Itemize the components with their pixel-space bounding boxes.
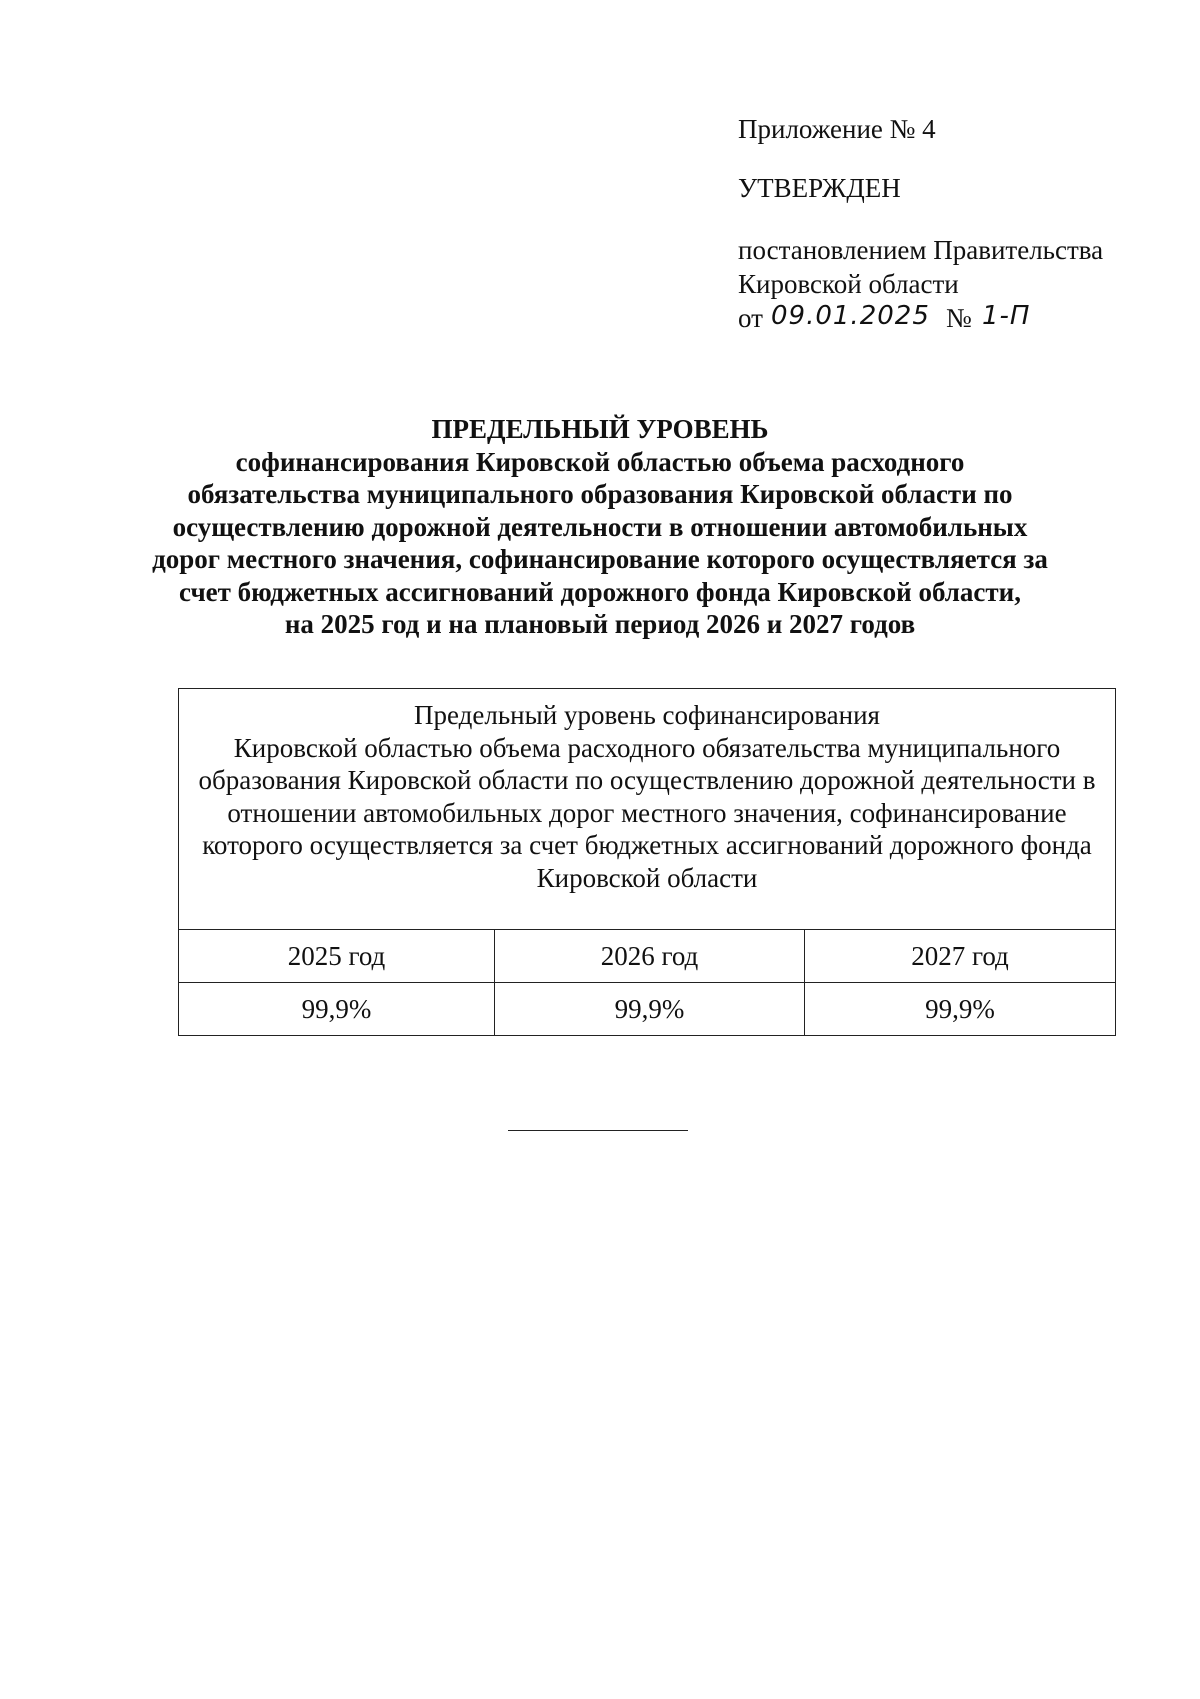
approved-label: УТВЕРЖДЕН [738, 173, 901, 203]
decree-line-1: постановлением Правительства [738, 235, 1104, 265]
decree-line-2: Кировской области [738, 269, 959, 299]
year-cell-2026: 2026 год [495, 930, 805, 983]
title-line: осуществлению дорожной деятельности в отношении автомобильных [172, 511, 1028, 542]
title-line: счет бюджетных ассигнований дорожного фонда Кировской области, [179, 576, 1021, 607]
number-label: № [946, 303, 972, 333]
header-line: Кировской области [536, 862, 758, 893]
title-line: обязательства муниципального образования Кировской области по [187, 479, 1013, 509]
title-line: софинансирования Кировской областью объема расходного [235, 446, 965, 477]
end-of-document-rule [508, 1130, 688, 1131]
cofinancing-limit-table [178, 688, 1116, 1036]
document-title [150, 413, 1050, 641]
table-values-row [179, 983, 1116, 1036]
table-years-row [179, 930, 1116, 983]
value-cell-2027: 99,9% [805, 983, 1116, 1036]
year-cell-2025: 2025 год [179, 930, 495, 983]
value-cell-2026: 99,9% [495, 983, 805, 1036]
table-header-row [179, 689, 1116, 930]
decree-number: 1-П [982, 301, 1031, 331]
decree-reference [738, 301, 1178, 335]
header-line: Предельный уровень софинансирования [414, 700, 880, 730]
decree-date: 09.01.2025 [771, 301, 930, 331]
header-line: которого осуществляется за счет бюджетных ассигнований дорожного фонда [202, 830, 1092, 860]
header-line: отношении автомобильных дорог местного значения, софинансирование [227, 797, 1067, 828]
title-line: на 2025 год и на плановый период 2026 и 2027 годов [284, 609, 916, 639]
year-cell-2027: 2027 год [805, 930, 1116, 983]
approval-block [738, 112, 1178, 335]
attachment-label: Приложение № 4 [738, 114, 936, 144]
from-label: от [738, 303, 763, 333]
header-line: образования Кировской области по осуществлению дорожной деятельности в [198, 765, 1096, 795]
header-line: Кировской областью объема расходного обязательства муниципального [233, 732, 1061, 763]
title-line: дорог местного значения, софинансирование которого осуществляется за [152, 544, 1048, 574]
table-header-cell [179, 689, 1116, 930]
title-heading: ПРЕДЕЛЬНЫЙ УРОВЕНЬ [431, 414, 769, 444]
value-cell-2025: 99,9% [179, 983, 495, 1036]
